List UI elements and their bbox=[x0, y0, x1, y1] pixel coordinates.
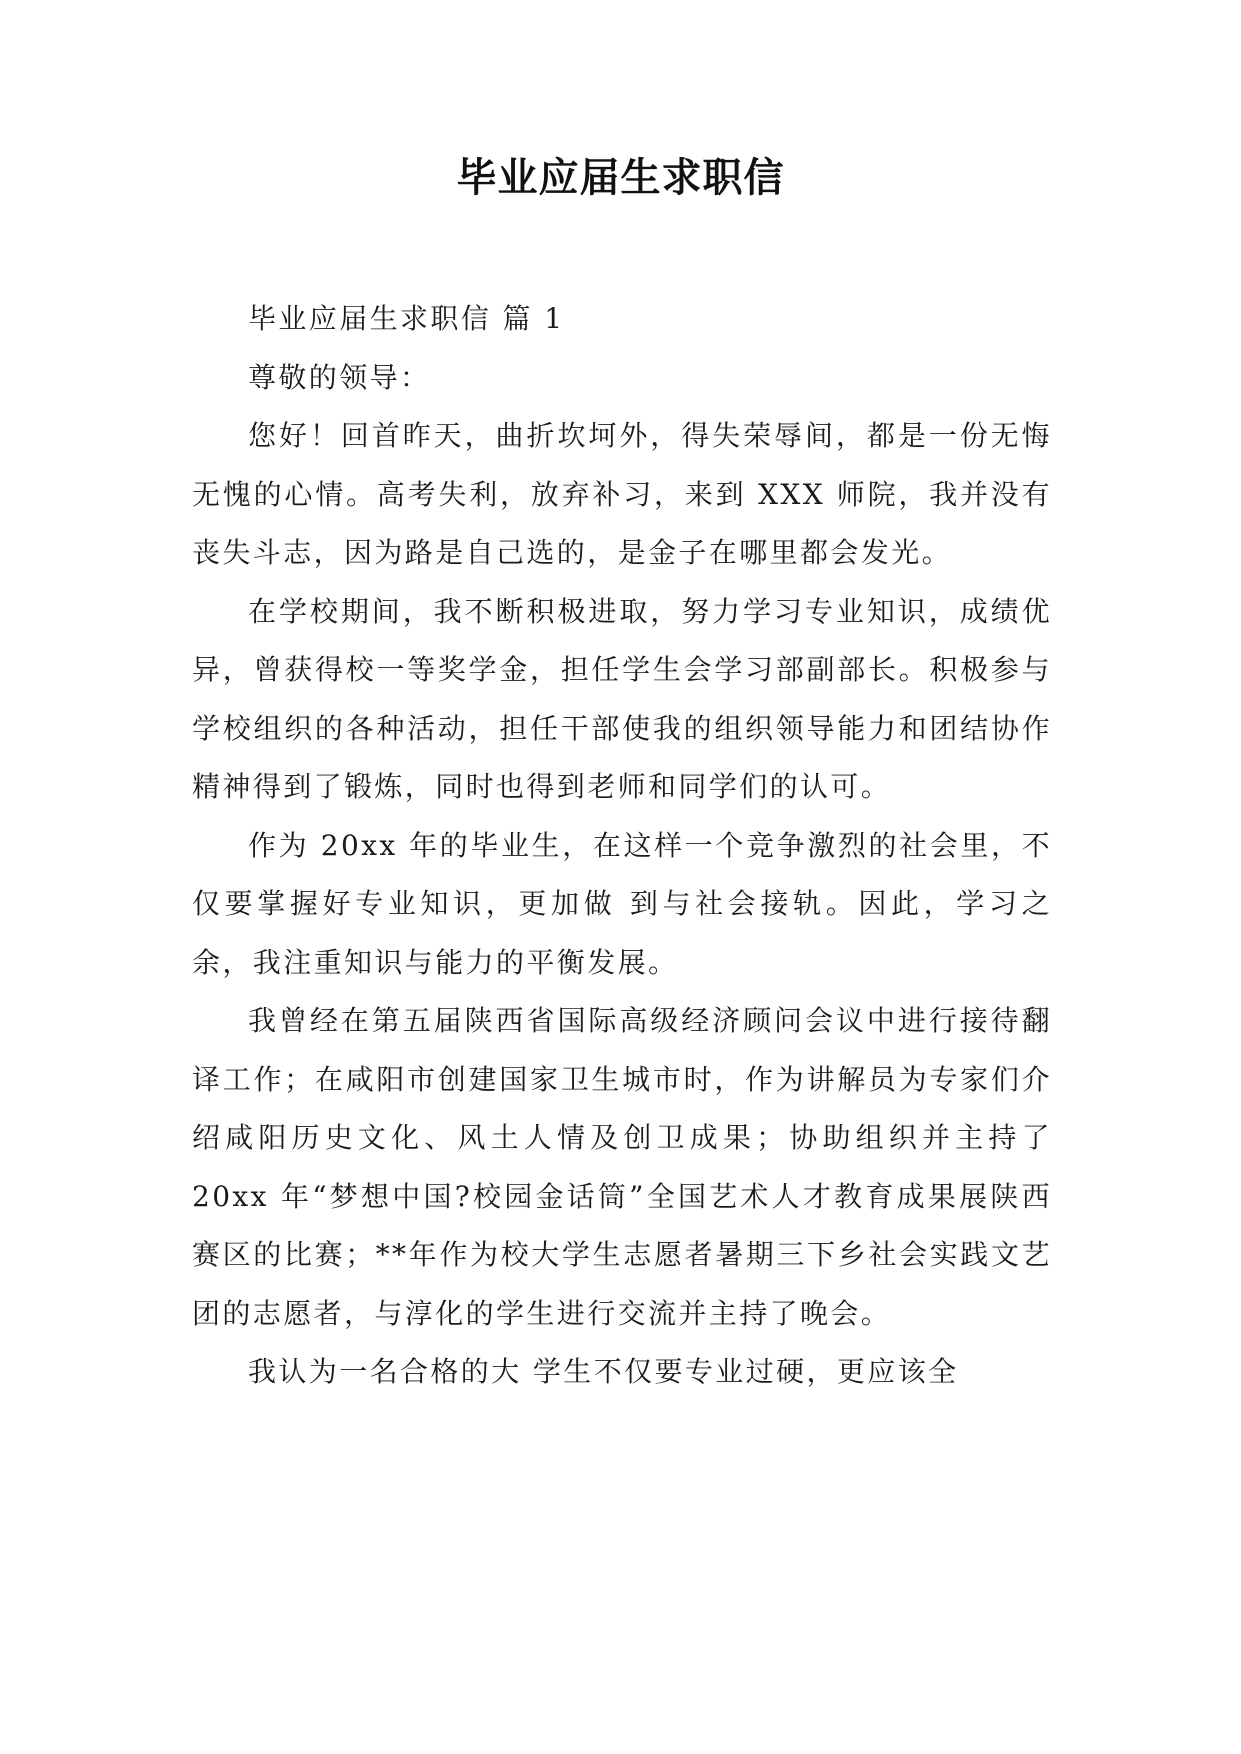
section-heading: 毕业应届生求职信 篇 1 bbox=[248, 302, 565, 335]
paragraph: 我认为一名合格的大 学生不仅要专业过硬，更应该全 bbox=[248, 1355, 959, 1388]
paragraph: 您好！回首昨天，曲折坎坷外，得失荣辱间，都是一份无悔无愧的心情。高考失利，放弃补习，来到 XXX 师院，我并没有丧失斗志，因为路是自己选的，是金子在哪里都会发光。 bbox=[192, 419, 1052, 569]
paragraph: 在学校期间，我不断积极进取，努力学习专业知识，成绩优异，曾获得校一等奖学金，担任学生会学习部副部长。积极参与学校组织的各种活动，担任干部使我的组织领导能力和团结协作精神得到了锻炼，同时也得到老师和同学们的认可。 bbox=[192, 594, 1052, 803]
salutation: 尊敬的领导： bbox=[248, 360, 431, 394]
paragraph: 作为 20xx 年的毕业生，在这样一个竞争激烈的社会里，不仅要掌握好专业知识，更加做 到与社会接轨。因此，学习之余，我注重知识与能力的平衡发展。 bbox=[192, 828, 1052, 979]
document-title: 毕业应届生求职信 bbox=[456, 154, 785, 201]
document-body bbox=[192, 290, 1052, 1402]
paragraph: 我曾经在第五届陕西省国际高级经济顾问会议中进行接待翻译工作；在咸阳市创建国家卫生城市时，作为讲解员为专家们介绍咸阳历史文化、风土人情及创卫成果；协助组织并主持了 20xx 年“梦想中国?校园金话筒”全国艺术人才教育成果展陕西赛区的比赛；**年作为校大学生志愿者暑期三下乡社会实践文艺团的志愿者，与淳化的学生进行交流并主持了晚会。 bbox=[192, 1004, 1052, 1330]
